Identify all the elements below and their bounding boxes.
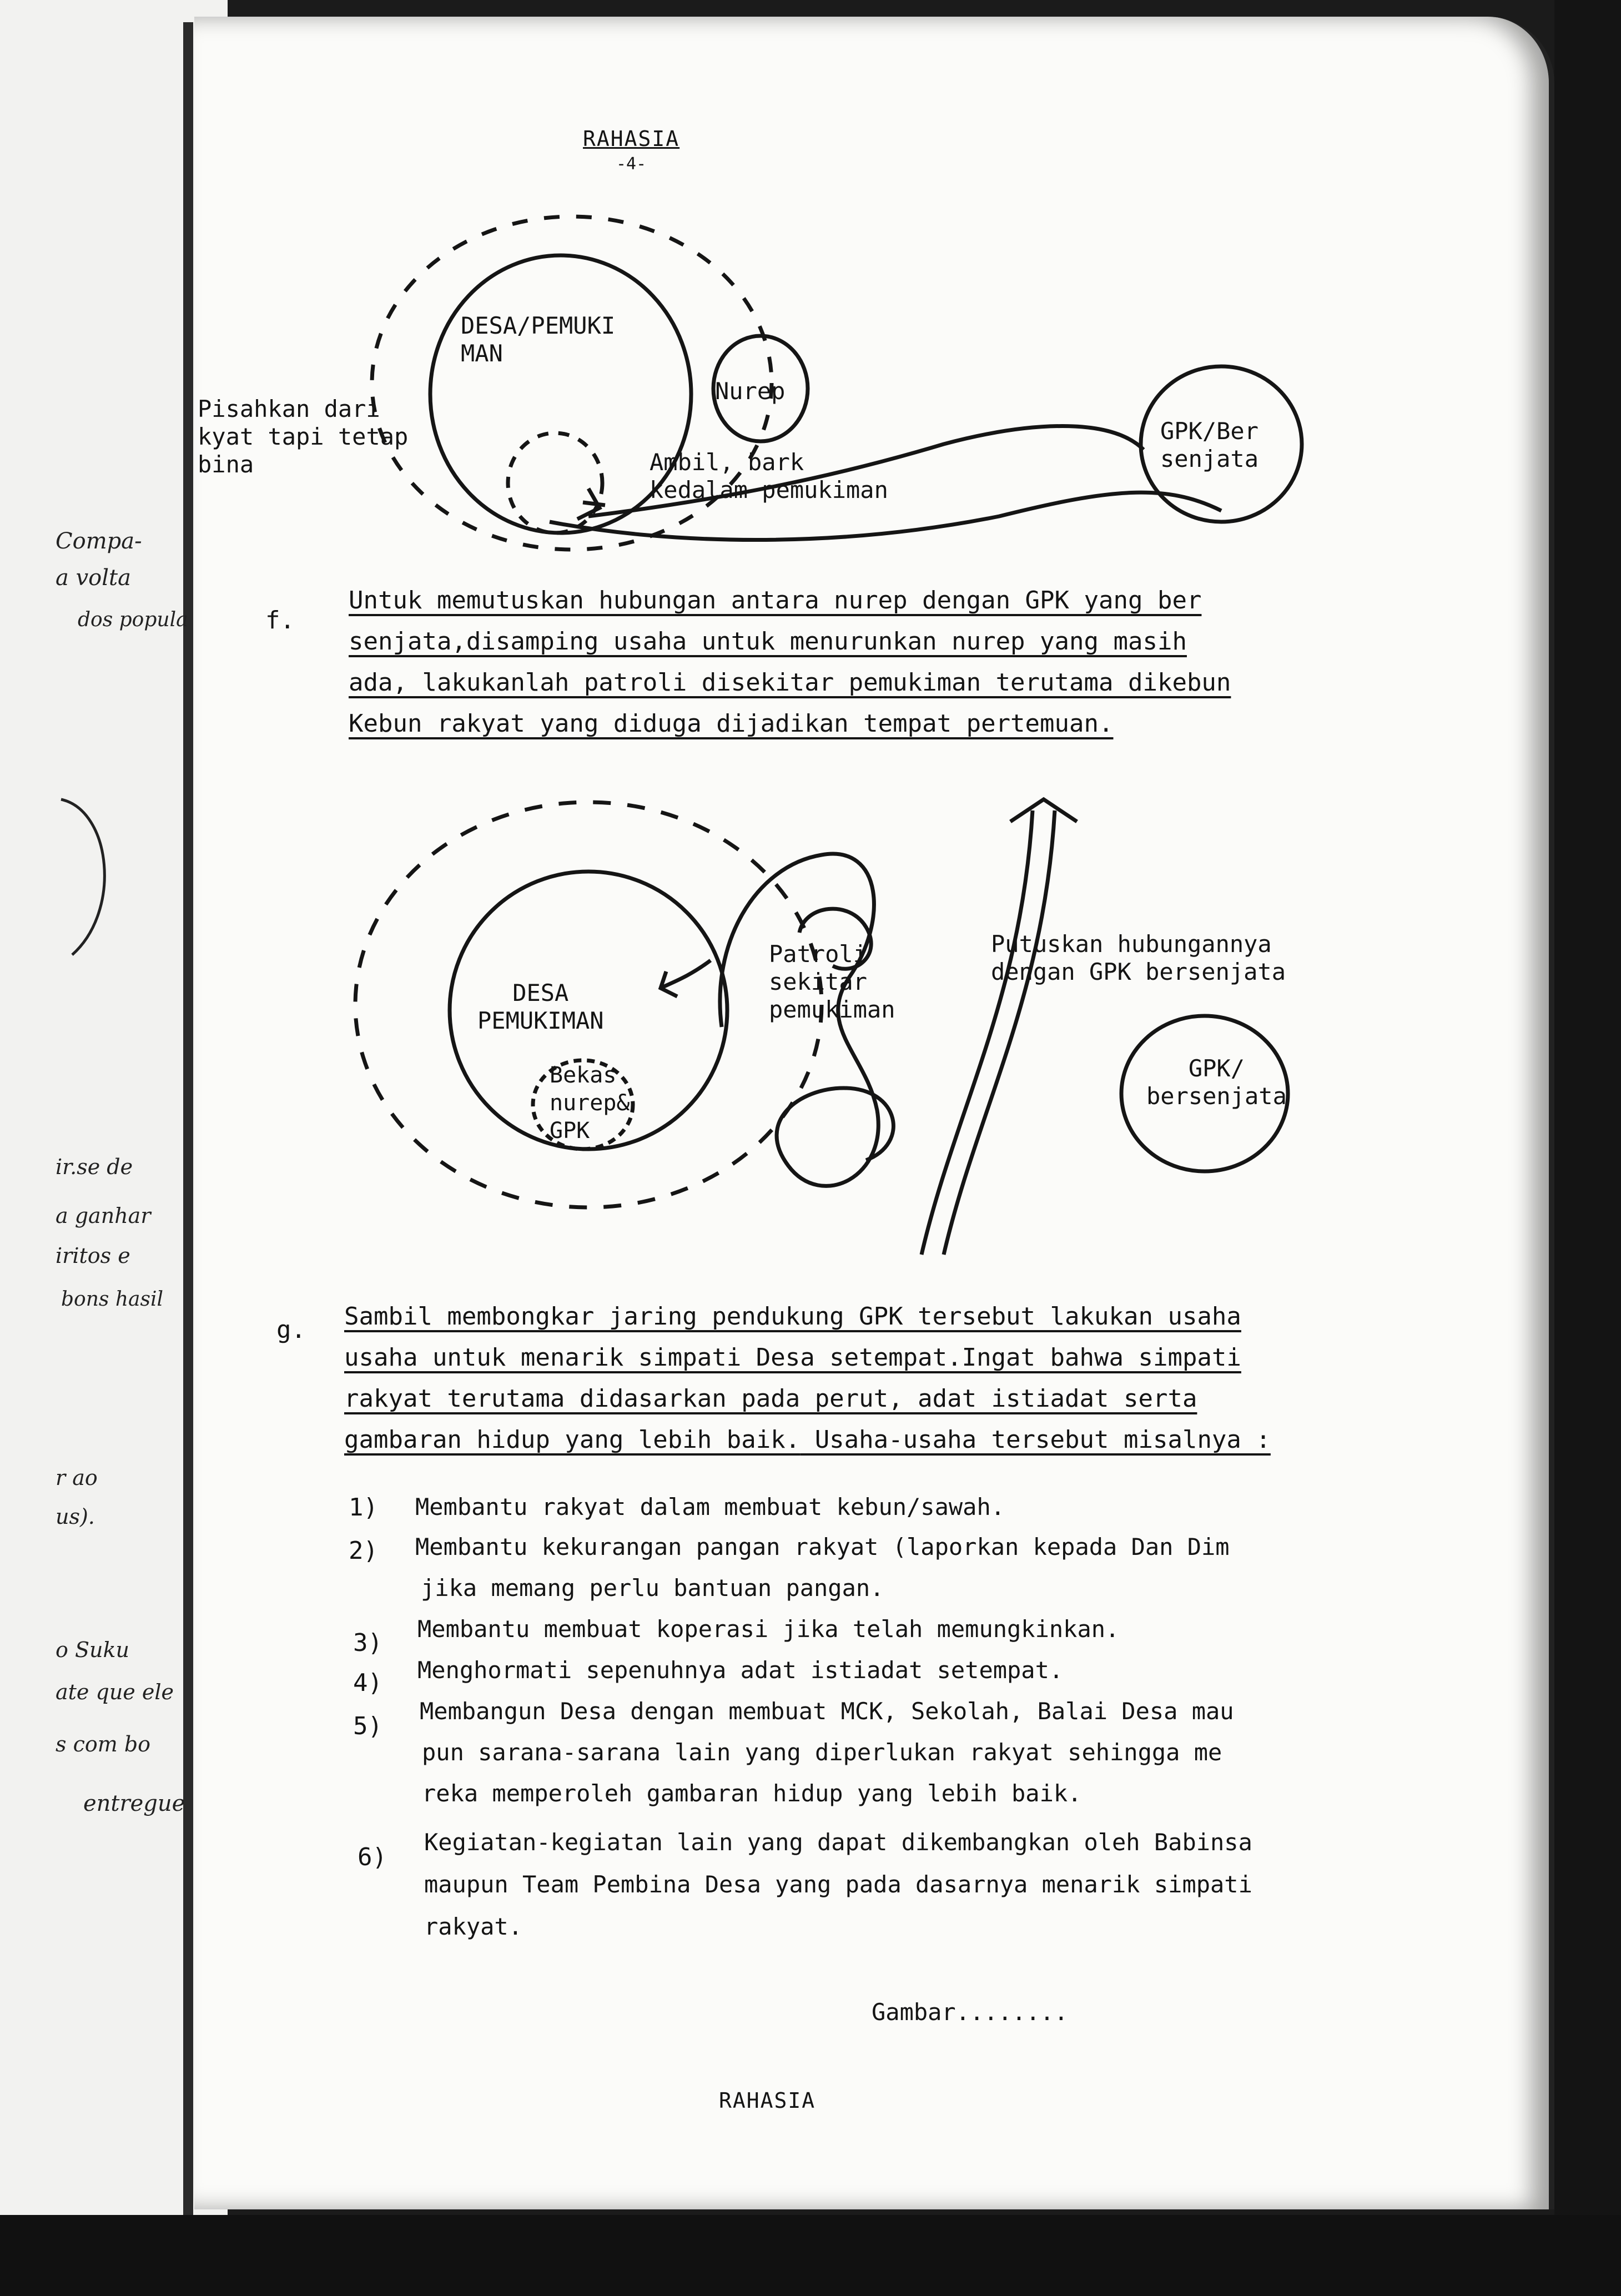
- list-number: 3): [353, 1629, 382, 1657]
- margin-note: us).: [56, 1504, 95, 1529]
- diagram2-label-patroli: Patroli sekitar pemukiman: [769, 940, 895, 1023]
- diagram1-label-pisahkan: Pisahkan dari kyat tapi tetap bina: [198, 395, 409, 478]
- margin-note: o Suku: [56, 1638, 129, 1662]
- margin-note: a volta: [56, 565, 131, 591]
- diagram1-label-gpk: GPK/Ber senjata: [1160, 417, 1259, 472]
- diagram2-label-bekas: Bekas nurep& GPK: [550, 1063, 630, 1144]
- diagram2-label-desa: DESA PEMUKIMAN: [477, 979, 604, 1034]
- list-number: 6): [358, 1843, 387, 1871]
- para-g-line: usaha untuk menarik simpati Desa setempat.Ingat bahwa simpati: [344, 1343, 1241, 1372]
- list-number: 2): [349, 1537, 378, 1565]
- list-item-line: Membantu kekurangan pangan rakyat (laporkan kepada Dan Dim: [415, 1533, 1230, 1560]
- diagram1-label-desa: DESA/PEMUKI MAN: [461, 312, 616, 367]
- margin-note: a ganhar: [56, 1204, 151, 1228]
- footer-classification: RAHASIA: [719, 2088, 816, 2113]
- list-item-line: maupun Team Pembina Desa yang pada dasarnya menarik simpati: [424, 1871, 1252, 1898]
- margin-note: entregue: [83, 1791, 185, 1816]
- margin-note: Compa-: [56, 528, 142, 554]
- diagram1-label-nurep: Nurep: [715, 377, 786, 405]
- para-f-letter: f.: [265, 606, 295, 635]
- para-g-line: rakyat terutama didasarkan pada perut, adat istiadat serta: [344, 1384, 1197, 1413]
- diagram2-label-gpk: GPK/ bersenjata: [1146, 1055, 1287, 1110]
- list-item-line: rakyat.: [424, 1913, 523, 1940]
- margin-note: r ao: [56, 1466, 98, 1490]
- list-item-line: jika memang perlu bantuan pangan.: [421, 1574, 884, 1602]
- diagram2-label-putuskan: Putuskan hubungannya dengan GPK bersenjata: [991, 930, 1286, 985]
- diagram2-arrow-head: [1010, 799, 1077, 822]
- margin-note: s com bo: [56, 1732, 151, 1756]
- margin-note: ate que ele: [56, 1680, 174, 1704]
- para-g-letter: g.: [276, 1316, 306, 1344]
- diagram2-desa-arrow: [661, 960, 711, 996]
- para-f-line: Kebun rakyat yang diduga dijadikan tempat pertemuan.: [349, 709, 1114, 738]
- list-item-line: Menghormati sepenuhnya adat istiadat setempat.: [417, 1656, 1064, 1684]
- margin-note: iritos e: [56, 1243, 130, 1268]
- margin-note: ir.se de: [56, 1155, 133, 1179]
- para-f-line: Untuk memutuskan hubungan antara nurep dengan GPK yang ber: [349, 586, 1202, 615]
- diagram2-arrow-shaft: [922, 810, 1055, 1255]
- list-item-line: Kegiatan-kegiatan lain yang dapat dikembangkan oleh Babinsa: [424, 1829, 1252, 1856]
- list-item-line: pun sarana-sarana lain yang diperlukan rakyat sehingga me: [422, 1739, 1222, 1766]
- list-item-line: Membantu rakyat dalam membuat kebun/sawah.: [415, 1493, 1005, 1520]
- margin-bracket-shape: [0, 0, 222, 999]
- para-f-line: ada, lakukanlah patroli disekitar pemukiman terutama dikebun: [349, 668, 1231, 697]
- list-item-line: Membangun Desa dengan membuat MCK, Sekolah, Balai Desa mau: [420, 1698, 1234, 1725]
- para-f-line: senjata,disamping usaha untuk menurunkan nurep yang masih: [349, 627, 1187, 656]
- continuation-gambar: Gambar........: [872, 1998, 1069, 2026]
- page-number: -4-: [616, 154, 647, 174]
- list-item-line: Membantu membuat koperasi jika telah memungkinkan.: [417, 1615, 1120, 1643]
- list-number: 1): [349, 1493, 378, 1522]
- para-g-line-last: gambaran hidup yang lebih baik. Usaha-usaha tersebut misalnya :: [344, 1426, 1271, 1454]
- list-number: 5): [353, 1712, 382, 1740]
- list-number: 4): [353, 1669, 382, 1697]
- list-item-line: reka memperoleh gambaran hidup yang lebih baik.: [422, 1780, 1082, 1807]
- header-classification: RAHASIA: [583, 127, 680, 151]
- margin-note: bons hasil: [61, 1288, 163, 1311]
- scan-bottom-shadow: [0, 2215, 1621, 2296]
- margin-note: dos popula: [78, 608, 188, 631]
- para-g-line: Sambil membongkar jaring pendukung GPK tersebut lakukan usaha: [344, 1302, 1241, 1331]
- diagram1-label-ambil: Ambil, bark kedalam pemukiman: [650, 449, 888, 503]
- para-g-tail: Usaha-usaha tersebut misalnya :: [800, 1426, 1271, 1454]
